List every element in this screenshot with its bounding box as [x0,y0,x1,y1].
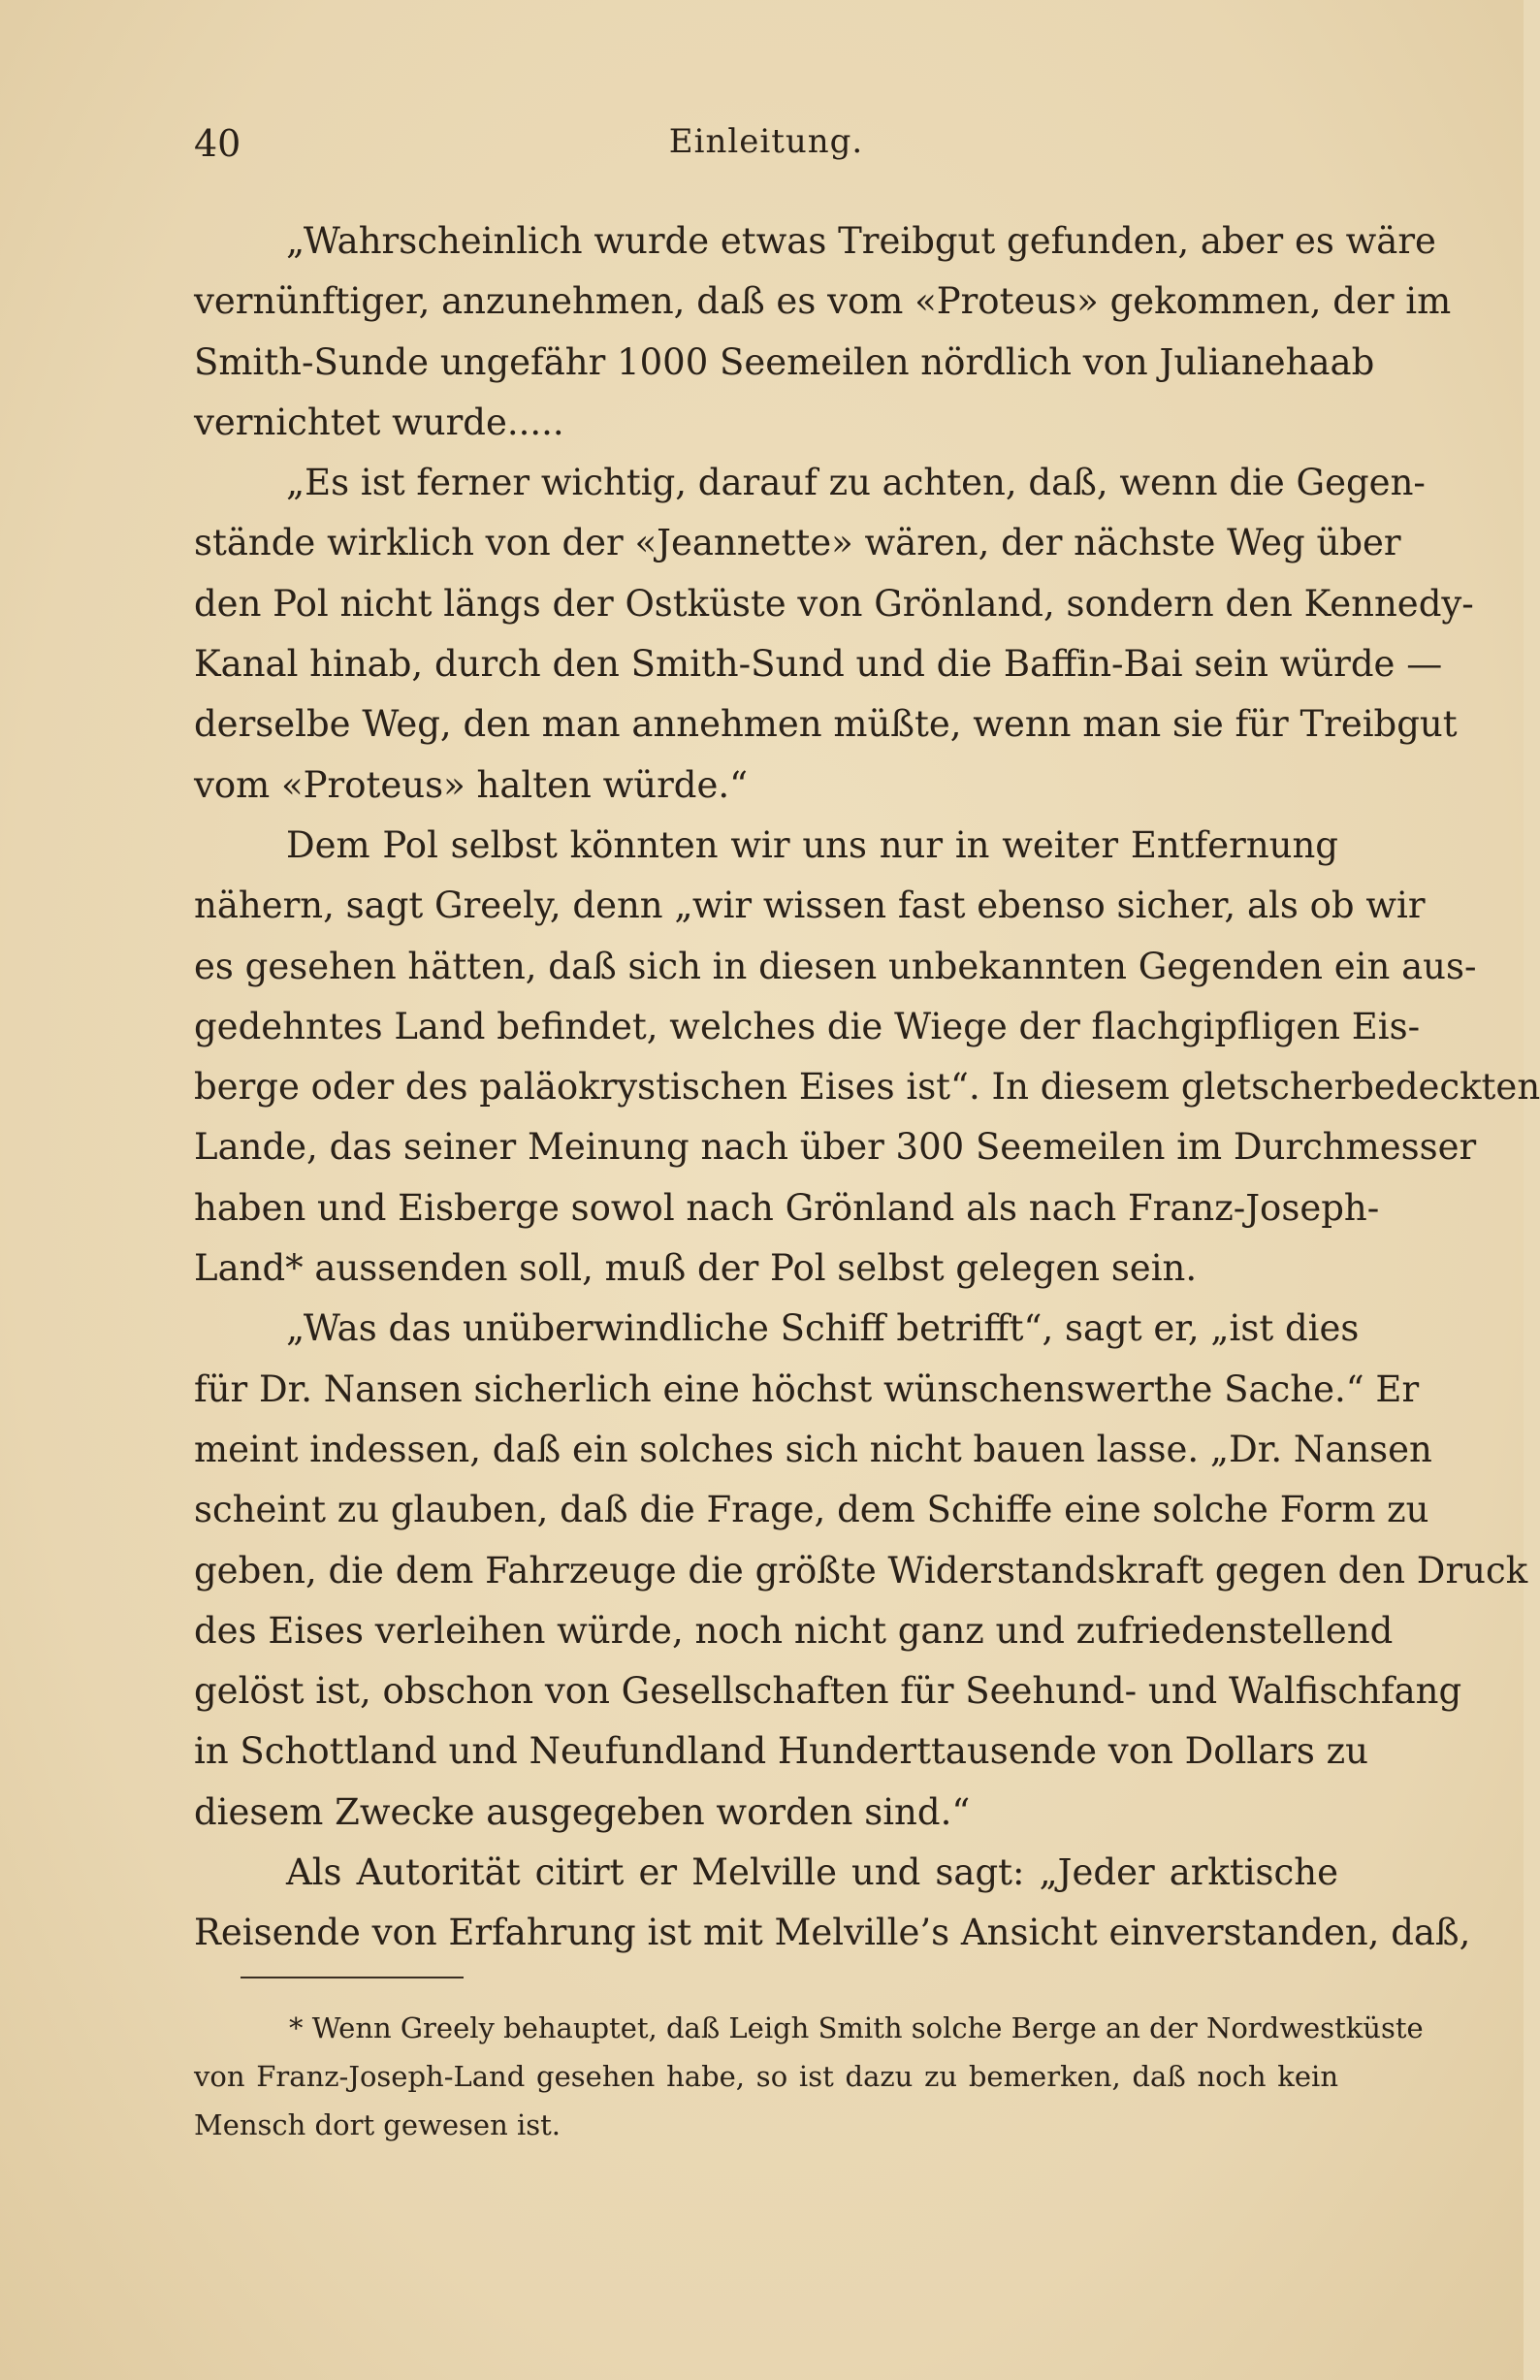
body-text [194,211,1540,1964]
text-line: meint indessen, daß ein solches sich nicht bauen lasse. „Dr. Nansen [194,1428,1432,1470]
text-line: derselbe Weg, den man annehmen müßte, wenn man sie für Treibgut [194,703,1458,746]
text-line: nähern, sagt Greely, denn „wir wissen fast ebenso sicher, als ob wir [194,884,1426,927]
text-line: Lande, das seiner Meinung nach über 300 Seemeilen im Durchmesser [194,1126,1477,1169]
text-line: es gesehen hätten, daß sich in diesen unbekannten Gegenden ein aus- [194,945,1477,987]
text-line: Als Autorität citirt er Melville und sagt: „Jeder arktische [286,1851,1338,1894]
footnote-line: von Franz-Joseph-Land gesehen habe, so ist dazu zu bemerken, daß noch kein [194,2060,1338,2093]
text-line: vom «Proteus» halten würde.“ [194,763,749,806]
text-line: vernichtet wurde..... [194,401,564,443]
text-line: diesem Zwecke ausgegeben worden sind.“ [194,1790,971,1833]
text-line: Reisende von Erfahrung ist mit Melville’s Ansicht einverstanden, daß, [194,1912,1471,1954]
text-line: des Eises verleihen würde, noch nicht ganz und zufriedenstellend [194,1609,1394,1652]
text-line: für Dr. Nansen sicherlich eine höchst wünschenswerthe Sache.“ Er [194,1367,1420,1410]
text-line: Dem Pol selbst könnten wir uns nur in weiter Entfernung [286,823,1338,866]
text-line: in Schottland und Neufundland Hunderttausende von Dollars zu [194,1730,1368,1773]
footnote-line: Mensch dort gewesen ist. [194,2108,561,2141]
running-head: Einleitung. [668,122,864,161]
text-line: scheint zu glauben, daß die Frage, dem Schiffe eine solche Form zu [194,1489,1429,1531]
page-number: 40 [194,122,241,165]
text-line: Smith-Sunde ungefähr 1000 Seemeilen nördlich von Julianehaab [194,340,1375,383]
footnote [194,2004,1424,2149]
text-line: den Pol nicht längs der Ostküste von Grönland, sondern den Kennedy- [194,582,1474,625]
text-line: „Wahrscheinlich wurde etwas Treibgut gefunden, aber es wäre [286,220,1436,262]
text-line: gedehntes Land befindet, welches die Wiege der flachgipfligen Eis- [194,1005,1421,1047]
text-line: „Was das unüberwindliche Schiff betrifft“, sagt er, „ist dies [286,1307,1360,1350]
text-line: geben, die dem Fahrzeuge die größte Widerstandskraft gegen den Druck [194,1549,1528,1592]
page-header [194,122,1338,171]
text-line: stände wirklich von der «Jeannette» wären, der nächste Weg über [194,522,1401,564]
text-line: gelöst ist, obschon von Gesellschaften für Seehund- und Walfischfang [194,1670,1462,1713]
footnote-line: * Wenn Greely behauptet, daß Leigh Smith solche Berge an der Nordwestküste [289,2011,1424,2044]
text-line: berge oder des paläokrystischen Eises ist“. In diesem gletscherbedeckten [194,1066,1540,1109]
text-line: Kanal hinab, durch den Smith-Sund und die Baffin-Bai sein würde — [194,643,1443,686]
text-line: haben und Eisberge sowol nach Grönland als nach Franz-Joseph- [194,1186,1380,1229]
footnote-divider [241,1977,464,1978]
text-line: Land* aussenden soll, muß der Pol selbst gelegen sein. [194,1247,1198,1290]
text-line: vernünftiger, anzunehmen, daß es vom «Proteus» gekommen, der im [194,280,1452,323]
text-line: „Es ist ferner wichtig, darauf zu achten, daß, wenn die Gegen- [286,462,1426,504]
